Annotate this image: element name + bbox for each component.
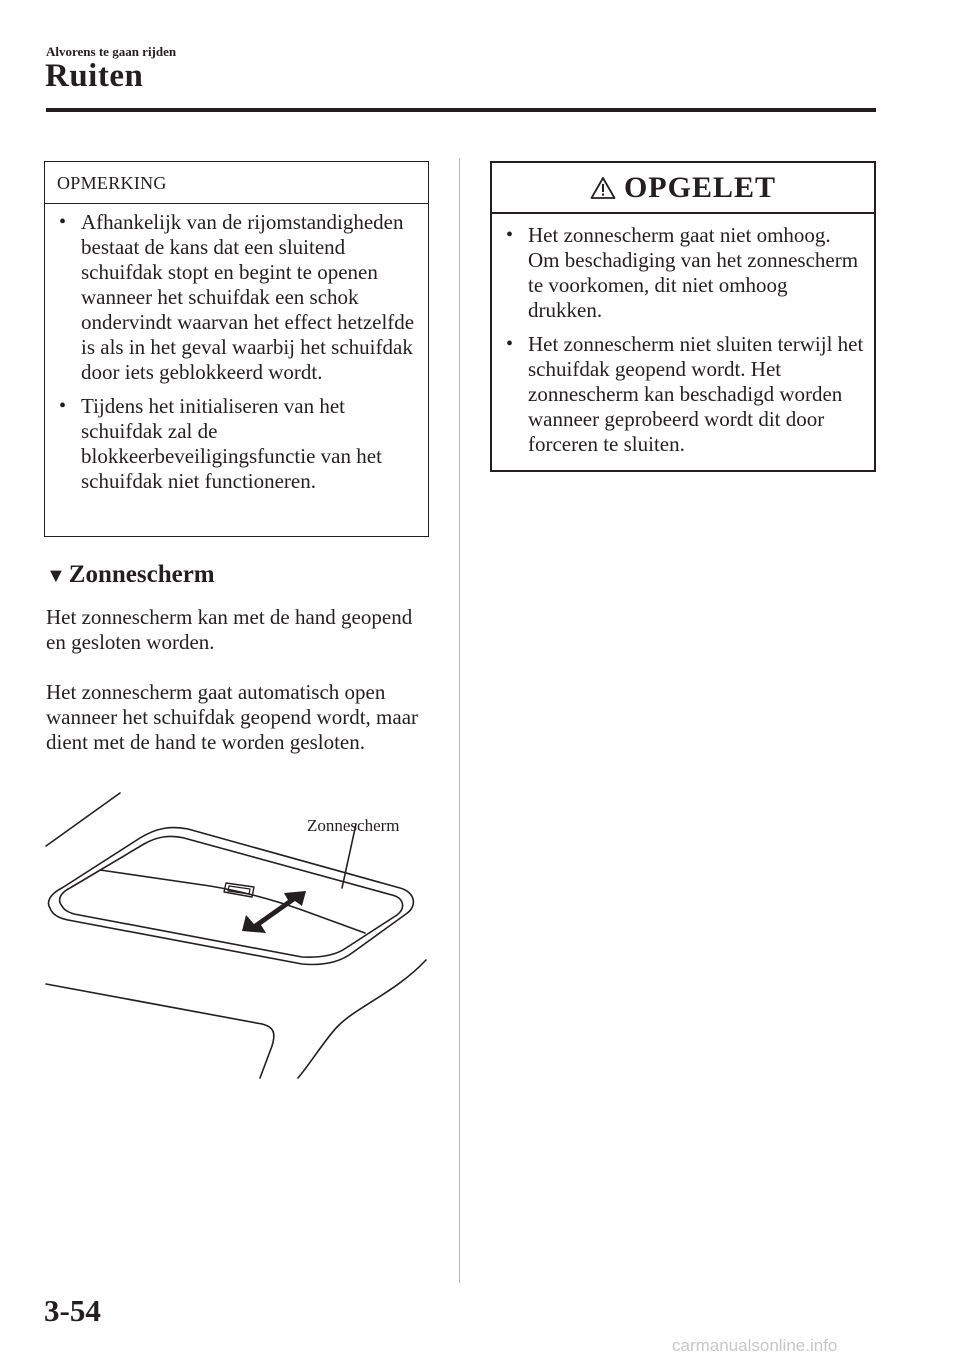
caution-heading-text: OPGELET	[623, 170, 777, 204]
bullet-icon: •	[506, 224, 514, 246]
title-rule	[46, 108, 876, 112]
sunshade-paragraph: Het zonnescherm gaat automatisch open wanneer het schuifdak geopend wordt, maar dient met de hand te worden gesloten.	[46, 680, 419, 754]
caution-box	[490, 161, 876, 472]
illustration-label: Zonnescherm	[307, 816, 400, 835]
column-divider	[459, 158, 460, 1283]
watermark: carmanualsonline.info	[672, 1336, 838, 1355]
sunshade-heading	[46, 561, 215, 589]
note-heading: OPMERKING	[45, 162, 428, 204]
caution-item-text: Het zonnescherm gaat niet omhoog. Om beschadiging van het zonnescherm te voorkomen, dit niet omhoog drukken.	[528, 223, 859, 322]
section-label: Alvorens te gaan rijden	[46, 44, 177, 59]
page-number: 3-54	[44, 1293, 101, 1328]
sunshade-illustration	[40, 780, 440, 1080]
note-item-text: Tijdens het initialiseren van het schuifdak zal de blokkeerbeveiligingsfunctie van het schuifdak niet functioneren.	[81, 394, 382, 493]
bullet-icon: •	[59, 395, 67, 417]
caution-item	[504, 332, 864, 457]
note-item-text: Afhankelijk van de rijomstandigheden bestaat de kans dat een sluitend schuifdak stopt en begint te openen wanneer het schuifdak een schok ondervindt waarvan het effect hetzelfde is als in het geval waarbij het schuifdak door iets geblokkeerd wordt.	[81, 210, 415, 384]
caution-item	[504, 223, 864, 323]
bullet-icon: •	[506, 333, 514, 355]
triangle-marker-icon: ▼	[46, 565, 66, 587]
note-item	[57, 210, 418, 385]
caution-body	[492, 214, 874, 457]
note-item	[57, 394, 418, 494]
note-body	[45, 204, 428, 494]
page-title: Ruiten	[45, 58, 144, 94]
sunshade-heading-text: Zonnescherm	[68, 561, 215, 588]
warning-icon	[590, 176, 616, 200]
sunshade-paragraph: Het zonnescherm kan met de hand geopend en gesloten worden.	[46, 605, 413, 654]
bullet-icon: •	[59, 211, 67, 233]
note-box	[44, 161, 429, 537]
caution-item-text: Het zonnescherm niet sluiten terwijl het schuifdak geopend wordt. Het zonnescherm kan beschadigd worden wanneer geprobeerd wordt dit door forceren te sluiten.	[528, 332, 864, 456]
caution-heading	[492, 163, 874, 214]
